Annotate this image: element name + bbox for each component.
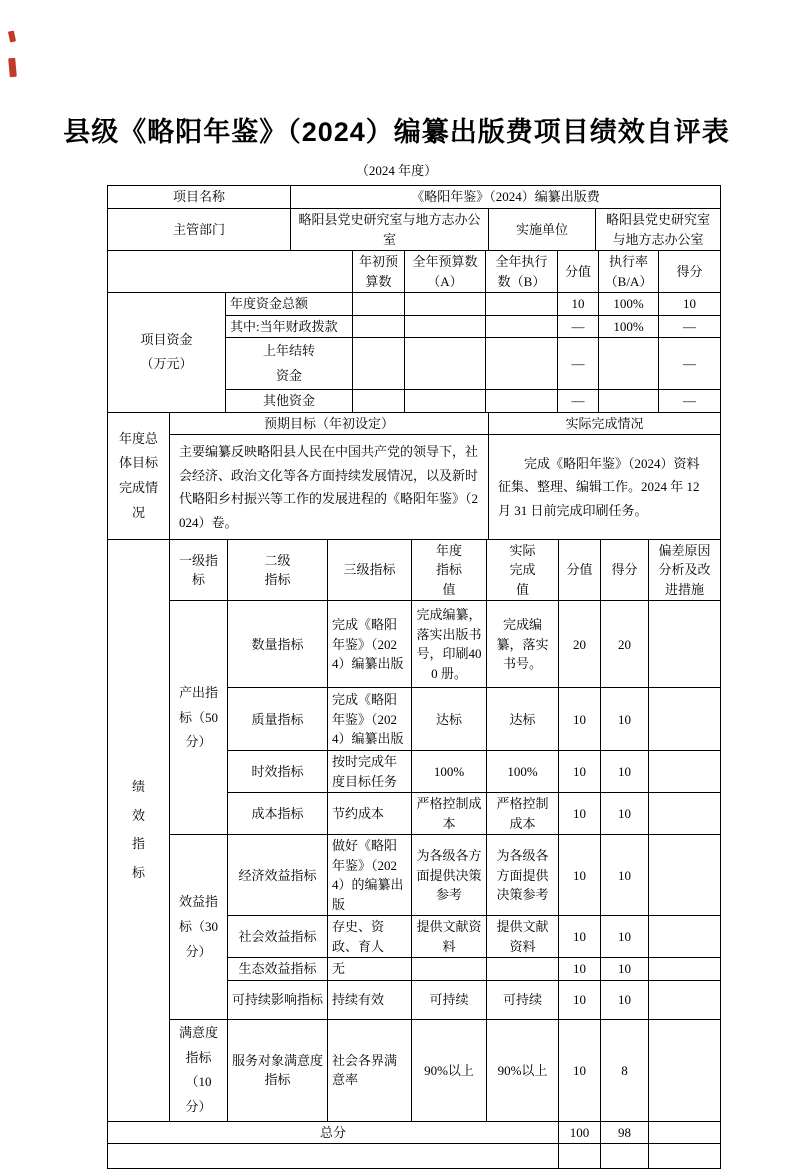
funds-header-initial: 年初预算数	[353, 251, 405, 293]
performance-row-label	[108, 539, 170, 1121]
perf-actual: 完成编纂，落实书号。	[487, 601, 559, 688]
perf-value: 20	[559, 601, 601, 688]
perf-deviation	[649, 980, 721, 1019]
perf-value: 10	[559, 916, 601, 958]
perf-score: 10	[601, 916, 649, 958]
perf-target: 90%以上	[412, 1019, 487, 1121]
total-score-label: 总分	[108, 1121, 559, 1144]
perf-score: 10	[601, 835, 649, 916]
project-name-value: 《略阳年鉴》（2024）编纂出版费	[291, 186, 721, 209]
perf-l3: 完成《略阳年鉴》（2024）编纂出版	[328, 601, 412, 688]
perf-value: 10	[559, 793, 601, 835]
annual-goal-table	[107, 412, 721, 540]
funds-header-executed: 全年执行数（B）	[486, 251, 558, 293]
perf-score: 10	[601, 958, 649, 981]
perf-target: 完成编纂，落实出版书号，印刷400 册。	[412, 601, 487, 688]
table-row	[108, 1019, 721, 1121]
table-row	[108, 1144, 721, 1169]
perf-actual: 提供文献资料	[487, 916, 559, 958]
perf-l3: 持续有效	[328, 980, 412, 1019]
funds-cell-executed	[486, 293, 558, 316]
funds-cell-rate: 100%	[599, 293, 659, 316]
funds-cell-score: —	[659, 390, 721, 413]
funds-cell-executed	[486, 315, 558, 338]
funds-carryover-label-text: 上年结转资金	[262, 343, 315, 383]
perf-target: 提供文献资料	[412, 916, 487, 958]
perf-header-level3: 三级指标	[328, 539, 412, 601]
perf-group-benefit-text: 效益指标（30分）	[178, 894, 218, 959]
total-score-deviation	[649, 1121, 721, 1144]
perf-header-target-text: 年度指标值	[435, 542, 462, 597]
perf-l2: 成本指标	[228, 793, 328, 835]
perf-score: 10	[601, 688, 649, 751]
perf-target: 为各级各方面提供决策参考	[412, 835, 487, 916]
page-subtitle: （2024 年度）	[355, 163, 438, 178]
funds-carryover-label	[226, 338, 353, 390]
perf-header-actual	[487, 539, 559, 601]
perf-value: 10	[559, 1019, 601, 1121]
empty-footer-cell	[108, 1144, 559, 1169]
perf-l3: 存史、资政、育人	[328, 916, 412, 958]
perf-actual: 90%以上	[487, 1019, 559, 1121]
funds-header-empty	[108, 251, 353, 293]
perf-deviation	[649, 751, 721, 793]
implementer-value: 略阳县党史研究室与地方志办公室	[596, 209, 721, 251]
funds-cell-initial	[353, 390, 405, 413]
performance-table	[107, 539, 721, 1169]
perf-l2: 生态效益指标	[228, 958, 328, 981]
perf-l2: 社会效益指标	[228, 916, 328, 958]
perf-target: 严格控制成本	[412, 793, 487, 835]
funds-row-label	[108, 293, 226, 413]
perf-actual	[487, 958, 559, 981]
department-value: 略阳县党史研究室与地方志办公室	[291, 209, 489, 251]
empty-footer-cell	[649, 1144, 721, 1169]
perf-group-output	[170, 601, 228, 835]
perf-l3: 节约成本	[328, 793, 412, 835]
funds-cell-value: —	[558, 390, 599, 413]
perf-target: 100%	[412, 751, 487, 793]
perf-value: 10	[559, 958, 601, 981]
perf-header-level2-text: 二级指标	[264, 552, 291, 588]
perf-actual: 可持续	[487, 980, 559, 1019]
implementer-label: 实施单位	[489, 209, 596, 251]
expected-goal-header: 预期目标（年初设定）	[170, 412, 489, 435]
perf-actual: 为各级各方面提供决策参考	[487, 835, 559, 916]
funds-header-value: 分值	[558, 251, 599, 293]
funds-cell-score: —	[659, 338, 721, 390]
total-score-value: 100	[559, 1121, 601, 1144]
perf-deviation	[649, 688, 721, 751]
table-row	[108, 601, 721, 688]
funds-fiscal-label: 其中:当年财政拨款	[226, 315, 353, 338]
funds-cell-rate	[599, 390, 659, 413]
table-row	[108, 1121, 721, 1144]
perf-l2: 数量指标	[228, 601, 328, 688]
actual-completion-header: 实际完成情况	[489, 412, 721, 435]
perf-group-benefit	[170, 835, 228, 1020]
perf-l3: 做好《略阳年鉴》（2024）的编纂出版	[328, 835, 412, 916]
perf-value: 10	[559, 835, 601, 916]
perf-target: 达标	[412, 688, 487, 751]
funds-cell-rate	[599, 338, 659, 390]
expected-goal-text: 主要编纂反映略阳县人民在中国共产党的领导下，社会经济、政治文化等各方面持续发展情况，以及新时代略阳乡村振兴等工作的发展进程的《略阳年鉴》（2024）卷。	[170, 435, 489, 540]
total-score-result: 98	[601, 1121, 649, 1144]
funds-cell-value: 10	[558, 293, 599, 316]
perf-l3: 社会各界满意率	[328, 1019, 412, 1121]
perf-header-level2	[228, 539, 328, 601]
funds-total-label: 年度资金总额	[226, 293, 353, 316]
empty-footer-cell	[559, 1144, 601, 1169]
perf-group-satisfaction-text: 满意度指标（10分）	[178, 1024, 218, 1114]
funds-cell-budget	[405, 390, 486, 413]
perf-header-deviation: 偏差原因分析及改进措施	[649, 539, 721, 601]
perf-score: 8	[601, 1019, 649, 1121]
perf-value: 10	[559, 688, 601, 751]
funds-table	[107, 250, 721, 413]
funds-cell-budget	[405, 338, 486, 390]
department-label: 主管部门	[108, 209, 291, 251]
red-artifact-mark	[8, 30, 16, 42]
perf-header-score: 得分	[601, 539, 649, 601]
funds-cell-initial	[353, 315, 405, 338]
perf-actual: 达标	[487, 688, 559, 751]
perf-score: 10	[601, 980, 649, 1019]
perf-l3: 完成《略阳年鉴》（2024）编纂出版	[328, 688, 412, 751]
funds-cell-initial	[353, 293, 405, 316]
perf-header-target	[412, 539, 487, 601]
perf-l2: 时效指标	[228, 751, 328, 793]
perf-l3: 无	[328, 958, 412, 981]
funds-header-score: 得分	[659, 251, 721, 293]
perf-header-actual-text: 实际完成值	[509, 542, 536, 597]
empty-footer-cell	[601, 1144, 649, 1169]
perf-target: 可持续	[412, 980, 487, 1019]
red-artifact-mark	[8, 58, 17, 78]
funds-cell-score: —	[659, 315, 721, 338]
perf-group-satisfaction	[170, 1019, 228, 1121]
perf-score: 10	[601, 793, 649, 835]
evaluation-form	[107, 185, 721, 1169]
perf-actual: 100%	[487, 751, 559, 793]
perf-l2: 服务对象满意度指标	[228, 1019, 328, 1121]
basic-info-table	[107, 185, 721, 251]
funds-cell-value: —	[558, 315, 599, 338]
funds-row-label-text: 项目资金（万元）	[140, 331, 193, 372]
perf-deviation	[649, 601, 721, 688]
table-row	[108, 835, 721, 916]
perf-l2: 可持续影响指标	[228, 980, 328, 1019]
annual-goal-row-label	[108, 412, 170, 539]
funds-cell-budget	[405, 293, 486, 316]
perf-score: 10	[601, 751, 649, 793]
funds-cell-budget	[405, 315, 486, 338]
funds-header-rate: 执行率（B/A）	[599, 251, 659, 293]
perf-deviation	[649, 793, 721, 835]
perf-header-value: 分值	[559, 539, 601, 601]
funds-cell-value: —	[558, 338, 599, 390]
perf-value: 10	[559, 751, 601, 793]
perf-group-output-text: 产出指标（50分）	[178, 684, 218, 750]
funds-header-budget: 全年预算数（A）	[405, 251, 486, 293]
funds-cell-executed	[486, 338, 558, 390]
performance-row-label-text: 绩效指标	[131, 779, 145, 880]
funds-cell-score: 10	[659, 293, 721, 316]
perf-value: 10	[559, 980, 601, 1019]
funds-cell-rate: 100%	[599, 315, 659, 338]
perf-deviation	[649, 916, 721, 958]
page-title: 县级《略阳年鉴》（2024）编纂出版费项目绩效自评表	[63, 117, 730, 147]
perf-deviation	[649, 958, 721, 981]
project-name-label: 项目名称	[108, 186, 291, 209]
funds-other-label: 其他资金	[226, 390, 353, 413]
perf-deviation	[649, 835, 721, 916]
perf-score: 20	[601, 601, 649, 688]
perf-actual: 严格控制成本	[487, 793, 559, 835]
perf-deviation	[649, 1019, 721, 1121]
perf-target	[412, 958, 487, 981]
funds-cell-executed	[486, 390, 558, 413]
perf-l3: 按时完成年度目标任务	[328, 751, 412, 793]
perf-l2: 经济效益指标	[228, 835, 328, 916]
perf-header-level1: 一级指标	[170, 539, 228, 601]
actual-completion-text: 完成《略阳年鉴》（2024）资料征集、整理、编辑工作。2024 年 12 月 31 日前完成印刷任务。	[489, 435, 721, 540]
perf-l2: 质量指标	[228, 688, 328, 751]
funds-cell-initial	[353, 338, 405, 390]
annual-goal-row-label-text: 年度总体目标完成情况	[118, 430, 158, 520]
